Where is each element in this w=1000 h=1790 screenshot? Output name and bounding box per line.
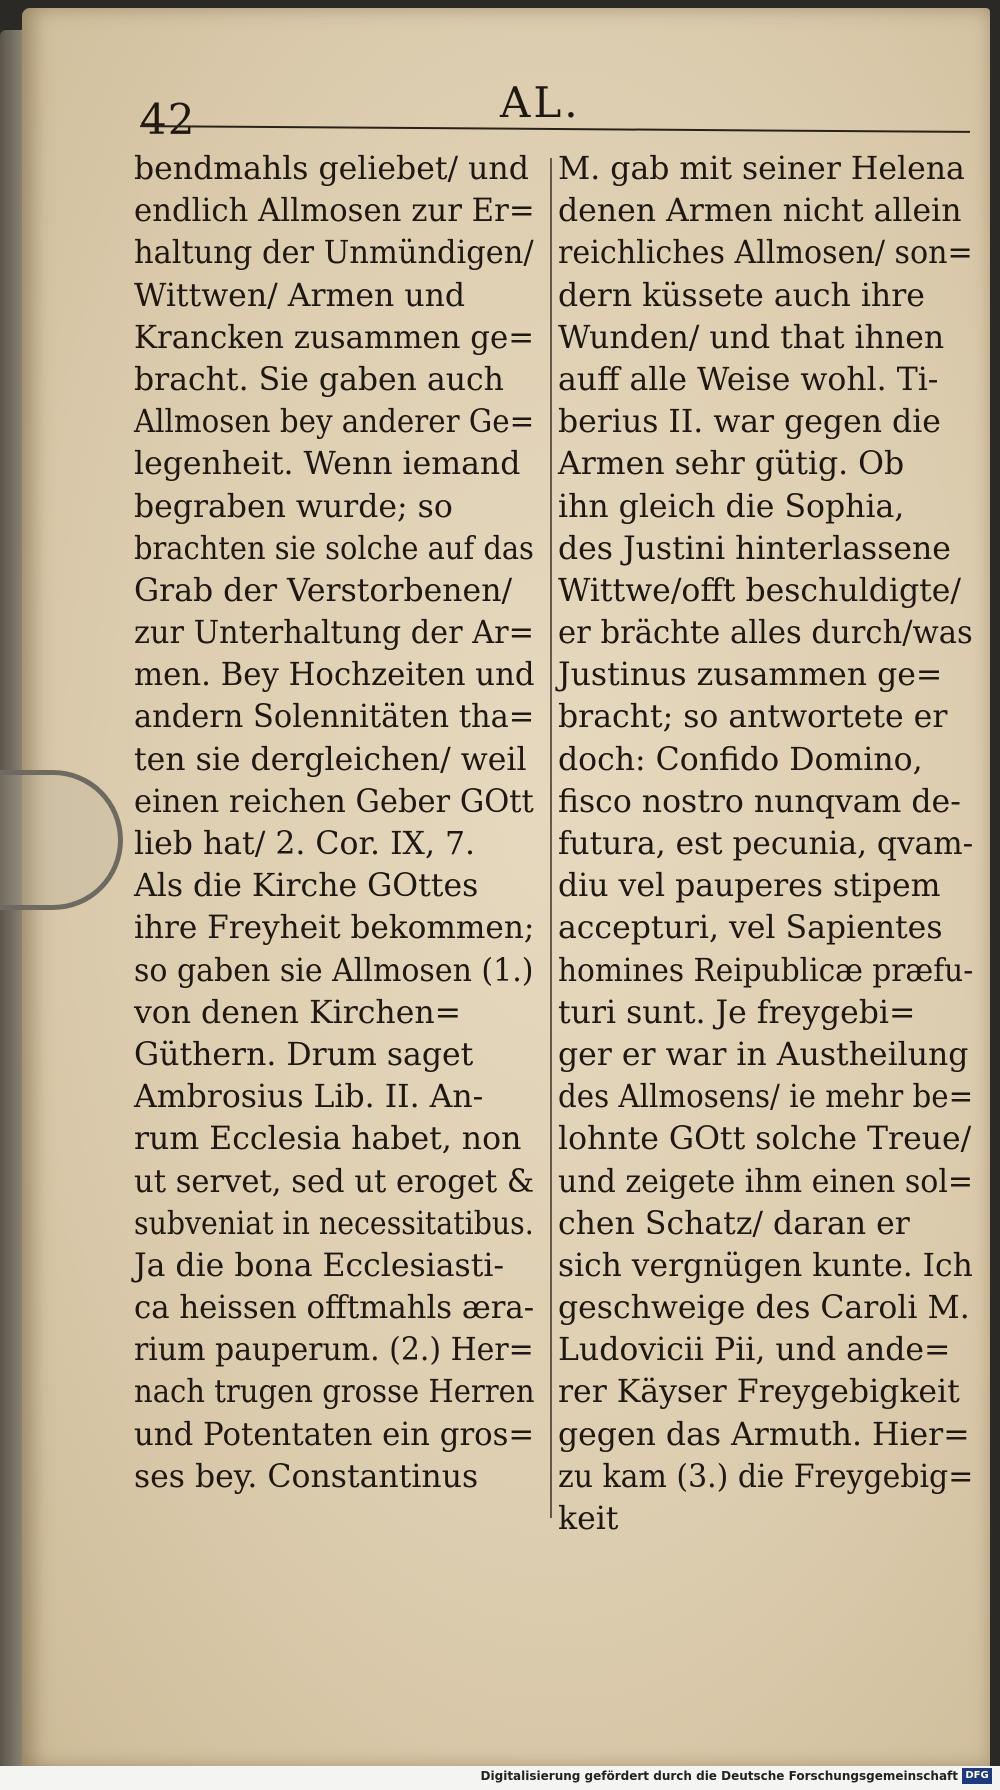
text-line: lieb hat/ 2. Cor. IX, 7. <box>134 826 476 862</box>
column-divider <box>550 158 552 1518</box>
text-line: nach trugen grosse Herren <box>134 1374 535 1411</box>
text-line: chen Schatz/ daran er <box>558 1205 910 1242</box>
text-line: Justinus zusammen ge= <box>558 657 943 694</box>
text-line: M. gab mit seiner Helena <box>558 151 965 187</box>
text-line: Wunden/ und that ihnen <box>558 319 945 356</box>
text-line: Ludovicii Pii, und ande= <box>558 1332 951 1369</box>
text-line: Allmosen bey anderer Ge= <box>134 404 535 441</box>
text-line: Krancken zusammen ge= <box>134 319 535 356</box>
text-line: zur Unterhaltung der Ar= <box>134 615 534 652</box>
text-line: geschweige des Caroli M. <box>558 1290 970 1327</box>
text-line: bendmahls geliebet/ und <box>134 151 529 187</box>
text-line: und zeigete ihm einen sol= <box>558 1163 974 1200</box>
text-line: ten sie dergleichen/ weil <box>134 741 527 778</box>
text-line: einen reichen Geber GOtt <box>134 783 534 820</box>
text-line: Grab der Verstorbenen/ <box>134 572 513 609</box>
text-line: ses bey. Constantinus <box>134 1458 479 1495</box>
text-line: Wittwen/ Armen und <box>134 277 466 314</box>
text-line: haltung der Unmündigen/ <box>134 235 534 272</box>
text-line: keit <box>558 1501 619 1537</box>
text-line: Armen sehr gütig. Ob <box>558 446 905 483</box>
text-line: Wittwe/offt beschuldigte/ <box>558 572 962 609</box>
text-line: Ja die bona Ecclesiasti- <box>134 1247 505 1284</box>
text-line: turi sunt. Je freygebi= <box>558 994 916 1031</box>
text-line: homines Reipublicæ præfu- <box>558 952 974 989</box>
text-line: ca heissen offtmahls æra- <box>134 1290 535 1327</box>
text-line: auff alle Weise wohl. Ti- <box>558 361 939 398</box>
text-line: und Potentaten ein gros= <box>134 1416 535 1453</box>
text-line: andern Solennitäten tha= <box>134 699 535 736</box>
text-line: begraben wurde; so <box>134 488 453 525</box>
text-line: men. Bey Hochzeiten und <box>134 657 535 694</box>
text-line: ger er war in Austheilung <box>558 1036 969 1073</box>
text-line: lohnte GOtt solche Treue/ <box>558 1121 972 1158</box>
text-line: des Allmosens/ ie mehr be= <box>558 1079 974 1116</box>
text-line: des Justini hinterlassene <box>558 530 951 567</box>
text-line: rer Käyser Freygebigkeit <box>558 1374 960 1411</box>
text-line: Güthern. Drum saget <box>134 1036 474 1073</box>
text-line: endlich Allmosen zur Er= <box>134 193 535 230</box>
page-number: 42 <box>140 95 196 144</box>
text-line: brachten sie solche auf das <box>134 530 534 567</box>
text-line: Ambrosius Lib. II. An- <box>134 1079 484 1116</box>
text-line: zu kam (3.) die Freygebig= <box>558 1458 974 1495</box>
text-line: ihn gleich die Sophia, <box>558 488 905 525</box>
right-text-column <box>558 148 973 1540</box>
dfg-logo: DFG <box>962 1768 992 1784</box>
text-line: bracht; so antwortete er <box>558 699 948 736</box>
text-line: so gaben sie Allmosen (1.) <box>134 952 534 989</box>
text-line: rium pauperum. (2.) Her= <box>134 1332 534 1369</box>
text-line: Als die Kirche GOttes <box>134 868 479 905</box>
text-line: legenheit. Wenn iemand <box>134 446 521 483</box>
text-line: fisco nostro nunqvam de- <box>558 783 961 820</box>
text-line: berius II. war gegen die <box>558 404 941 441</box>
text-line: futura, est pecunia, qvam- <box>558 826 974 862</box>
running-head: AL. <box>500 78 581 127</box>
text-line: ut servet, sed ut eroget & <box>134 1163 535 1200</box>
text-line: er brächte alles durch/was <box>558 615 973 652</box>
text-line: rum Ecclesia habet, non <box>134 1121 522 1158</box>
text-line: accepturi, vel Sapientes <box>558 910 943 947</box>
text-line: bracht. Sie gaben auch <box>134 361 504 398</box>
text-line: reichliches Allmosen/ son= <box>558 235 973 272</box>
text-line: gegen das Armuth. Hier= <box>558 1416 970 1453</box>
digitization-credit: Digitalisierung gefördert durch die Deutsche Forschungsgemeinschaft <box>480 1769 958 1783</box>
text-line: subveniat in necessitatibus. <box>134 1205 534 1242</box>
text-line: von denen Kirchen= <box>134 994 462 1031</box>
text-line: doch: Confido Domino, <box>558 741 923 778</box>
text-line: denen Armen nicht allein <box>558 193 962 230</box>
text-line: ihre Freyheit bekommen; <box>134 910 535 947</box>
left-text-column <box>134 148 534 1498</box>
text-line: diu vel pauperes stipem <box>558 868 941 905</box>
text-line: dern küssete auch ihre <box>558 277 925 314</box>
text-line: sich vergnügen kunte. Ich <box>558 1247 973 1284</box>
